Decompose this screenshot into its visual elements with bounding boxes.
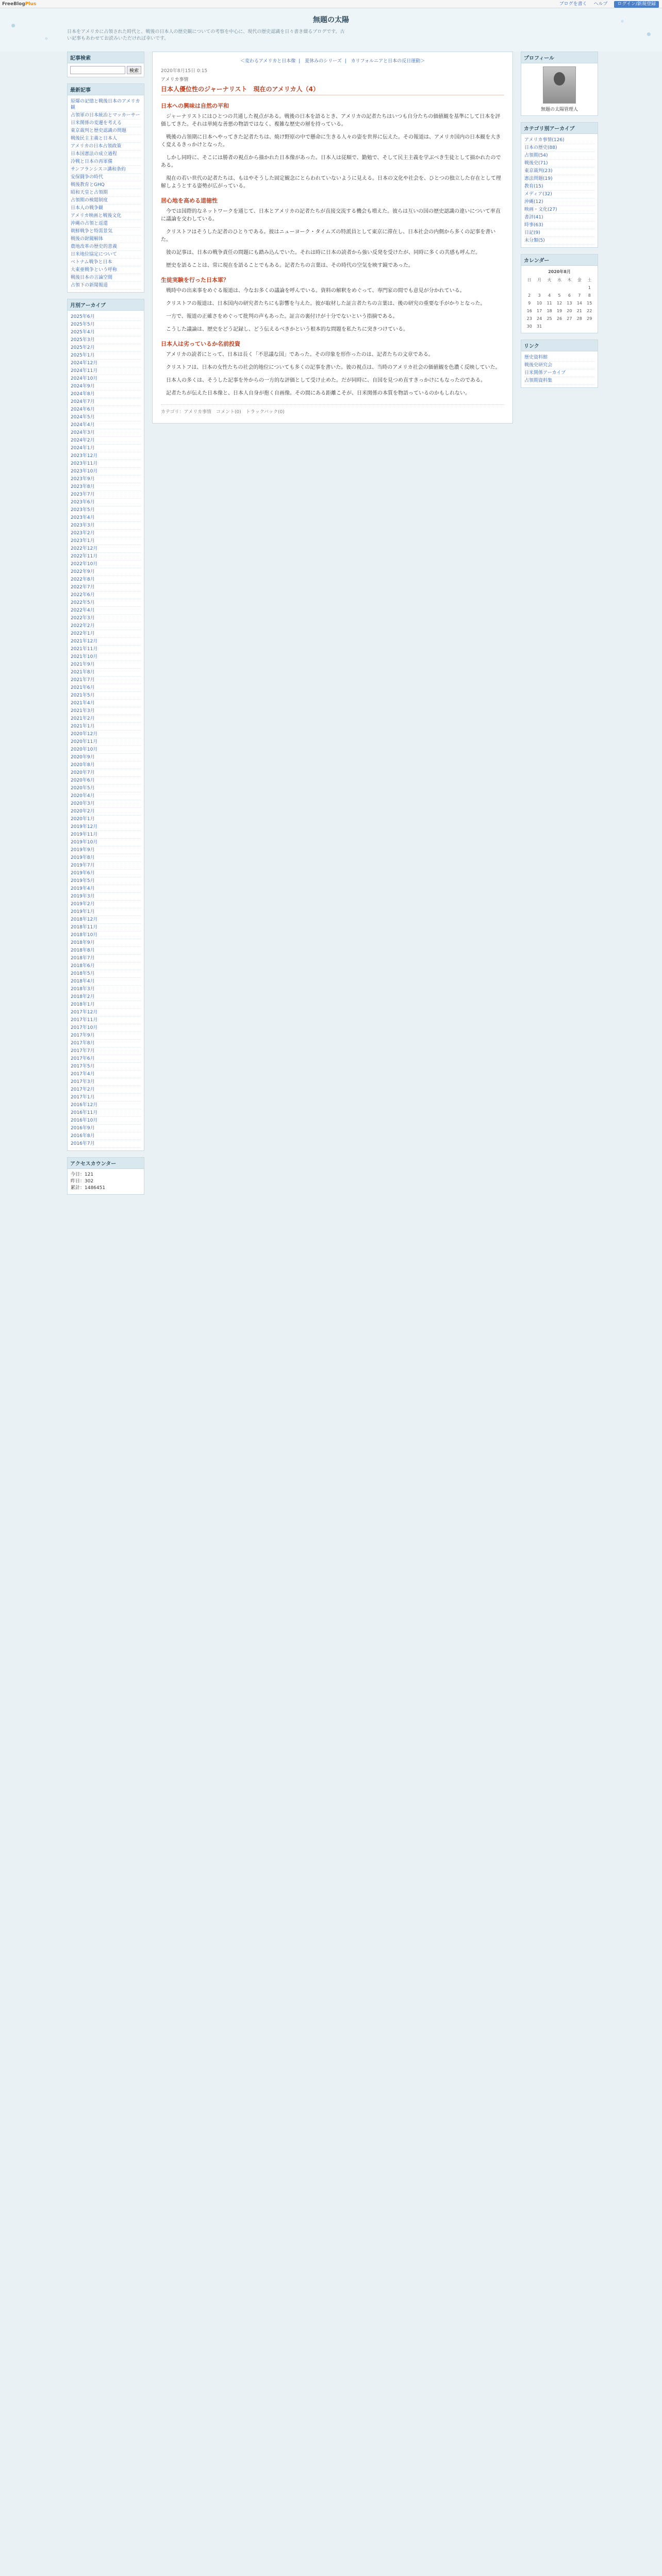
recent-post-link[interactable]: 安保闘争の時代 — [71, 174, 141, 181]
archive-month-link[interactable]: 2017年3月 — [71, 1078, 141, 1086]
archive-month-link[interactable]: 2016年8月 — [71, 1132, 141, 1140]
calendar-day[interactable]: 21 — [576, 309, 582, 313]
main-content — [152, 52, 513, 423]
search-input[interactable] — [70, 66, 125, 74]
archive-month-link[interactable]: 2025年2月 — [71, 344, 141, 352]
calendar-day[interactable] — [544, 323, 554, 330]
recent-post-link[interactable]: 冷戦と日本の再軍備 — [71, 158, 141, 166]
archive-month-link[interactable]: 2018年5月 — [71, 970, 141, 978]
post-date: 2020年8月15日 0:15 — [161, 69, 208, 74]
archive-month-link[interactable]: 2022年8月 — [71, 576, 141, 584]
calendar-weekday: 月 — [537, 278, 542, 282]
access-yesterday: 昨日：302 — [71, 1179, 94, 1184]
archive-month-link[interactable]: 2017年1月 — [71, 1094, 141, 1101]
archive-month-link[interactable]: 2024年1月 — [71, 445, 141, 452]
recent-post-link[interactable]: 日本国憲法の成立過程 — [71, 150, 141, 158]
calendar-day[interactable]: 10 — [537, 301, 542, 306]
archive-month-link[interactable]: 2020年5月 — [71, 785, 141, 792]
archive-month-link[interactable]: 2025年6月 — [71, 313, 141, 321]
archive-month-link[interactable]: 2022年4月 — [71, 607, 141, 615]
archive-month-link[interactable]: 2024年10月 — [71, 375, 141, 383]
archive-month-link[interactable]: 2019年11月 — [71, 831, 141, 839]
archive-month-link[interactable]: 2020年8月 — [71, 761, 141, 769]
archive-month-link[interactable]: 2023年7月 — [71, 491, 141, 499]
post-footer[interactable]: カテゴリ：アメリカ事情 コメント(0) トラックバック(0) — [161, 404, 504, 415]
archive-month-link[interactable]: 2019年12月 — [71, 823, 141, 831]
category-link[interactable]: 沖縄(12) — [524, 198, 594, 206]
archive-month-link[interactable]: 2024年8月 — [71, 391, 141, 398]
archive-month-link[interactable]: 2023年9月 — [71, 476, 141, 483]
recent-post-link[interactable]: 沖縄の占領と返還 — [71, 220, 141, 228]
external-link[interactable]: 戦後史研究会 — [524, 362, 594, 369]
search-box-title: 記事検索 — [68, 52, 144, 63]
category-link[interactable]: 書評(41) — [524, 214, 594, 222]
archive-month-link[interactable]: 2021年5月 — [71, 692, 141, 700]
blog-header — [0, 8, 662, 52]
topbar-links — [554, 0, 659, 8]
access-today: 今日：121 — [71, 1172, 94, 1177]
archive-month-link[interactable]: 2021年3月 — [71, 707, 141, 715]
archive-month-link[interactable]: 2019年2月 — [71, 901, 141, 908]
archive-month-link[interactable]: 2018年11月 — [71, 924, 141, 931]
calendar-day[interactable]: 8 — [588, 293, 591, 298]
archive-month-link[interactable]: 2021年6月 — [71, 684, 141, 692]
archive-month-link[interactable]: 2021年1月 — [71, 723, 141, 731]
category-link[interactable]: 映画・文化(27) — [524, 206, 594, 214]
archive-month-link[interactable]: 2021年11月 — [71, 646, 141, 653]
category-title: カテゴリ別アーカイブ — [521, 123, 598, 134]
links-box — [521, 340, 598, 388]
calendar-weekday: 水 — [557, 278, 561, 282]
archive-month-link[interactable]: 2024年9月 — [71, 383, 141, 391]
recent-post-link[interactable]: 農地改革の歴史的意義 — [71, 243, 141, 251]
archive-month-link[interactable]: 2017年4月 — [71, 1071, 141, 1078]
category-link[interactable]: 占領期(54) — [524, 152, 594, 160]
archive-month-link[interactable]: 2018年7月 — [71, 955, 141, 962]
archive-month-link[interactable]: 2017年9月 — [71, 1032, 141, 1040]
archive-month-link[interactable]: 2017年10月 — [71, 1024, 141, 1032]
calendar-day[interactable] — [565, 323, 574, 330]
category-link[interactable]: メディア(32) — [524, 191, 594, 198]
calendar-day[interactable]: 3 — [538, 293, 541, 298]
archive-month-link[interactable]: 2020年10月 — [71, 746, 141, 754]
calendar-weekday: 木 — [567, 278, 572, 282]
external-link[interactable]: 歴史資料館 — [524, 354, 594, 362]
calendar-day[interactable] — [554, 323, 564, 330]
calendar-day[interactable]: 1 — [588, 285, 591, 290]
post-category[interactable]: アメリカ事情 — [161, 77, 189, 82]
archive-month-link[interactable]: 2018年10月 — [71, 931, 141, 939]
archive-month-link[interactable]: 2018年2月 — [71, 993, 141, 1001]
recent-posts-list — [68, 95, 144, 292]
archive-month-link[interactable]: 2024年7月 — [71, 398, 141, 406]
blog-post — [152, 52, 513, 423]
archive-month-link[interactable]: 2020年4月 — [71, 792, 141, 800]
archive-month-link[interactable]: 2021年9月 — [71, 661, 141, 669]
archive-month-link[interactable]: 2023年10月 — [71, 468, 141, 476]
archive-box — [67, 299, 144, 1151]
calendar-day[interactable]: 16 — [526, 309, 532, 313]
archive-month-link[interactable]: 2023年12月 — [71, 452, 141, 460]
post-paragraph: こうした議論は、歴史をどう記録し、どう伝えるべきかという根本的な問題を私たちに突きつけている。 — [166, 327, 408, 332]
recent-post-link[interactable]: 東京裁判と歴史認識の問題 — [71, 127, 141, 135]
calendar-day[interactable] — [565, 284, 574, 292]
calendar-table — [524, 276, 594, 330]
calendar-day[interactable]: 13 — [567, 301, 572, 306]
recent-post-link[interactable]: 占領軍の日本統治とマッカーサー — [71, 112, 141, 120]
recent-post-link[interactable]: 戦後教育とGHQ — [71, 181, 141, 189]
left-sidebar — [67, 52, 144, 1201]
archive-month-link[interactable]: 2022年7月 — [71, 584, 141, 591]
calendar-day[interactable]: 26 — [556, 316, 562, 321]
help-link[interactable]: ヘルプ — [593, 2, 608, 7]
write-blog-link[interactable]: ブログを書く — [559, 2, 587, 7]
post-paragraph: 歴史を語ることは、常に現在を語ることでもある。記者たちの言葉は、その時代の空気を映す鏡であった。 — [166, 263, 413, 268]
archive-month-link[interactable]: 2021年7月 — [71, 676, 141, 684]
calendar-day[interactable]: 31 — [537, 324, 542, 329]
archive-month-link[interactable]: 2020年1月 — [71, 816, 141, 823]
archive-month-link[interactable]: 2017年12月 — [71, 1009, 141, 1016]
recent-post-link[interactable]: 占領下の新聞報道 — [71, 282, 141, 290]
archive-month-link[interactable]: 2020年2月 — [71, 808, 141, 816]
recent-post-link[interactable]: サンフランシスコ講和条約 — [71, 166, 141, 174]
section-heading: 日本人は劣っているか名前投資 — [161, 341, 240, 347]
calendar-day[interactable]: 19 — [556, 309, 562, 313]
archive-month-link[interactable]: 2019年8月 — [71, 854, 141, 862]
profile-avatar[interactable] — [543, 66, 576, 104]
calendar-day[interactable]: 14 — [576, 301, 582, 306]
archive-month-link[interactable]: 2022年9月 — [71, 568, 141, 576]
calendar-day[interactable]: 22 — [587, 309, 592, 313]
archive-month-link[interactable]: 2017年11月 — [71, 1016, 141, 1024]
archive-month-link[interactable]: 2018年9月 — [71, 939, 141, 947]
archive-month-link[interactable]: 2022年10月 — [71, 561, 141, 568]
archive-month-link[interactable]: 2024年4月 — [71, 421, 141, 429]
archive-month-link[interactable]: 2017年8月 — [71, 1040, 141, 1047]
post-paragraph: 日本人の多くは、そうした記事を外からの一方的な評価として受け止めた。だが同時に、自国を見つめ直すきっかけにもなったのである。 — [166, 378, 486, 383]
archive-month-link[interactable]: 2023年1月 — [71, 537, 141, 545]
post-paragraph: 記者たちが伝えた日本像と、日本人自身が抱く自画像。その間にある距離こそが、日米関係の本質を物語っているのかもしれない。 — [166, 391, 470, 396]
archive-month-link[interactable]: 2024年12月 — [71, 360, 141, 367]
archive-month-link[interactable]: 2023年6月 — [71, 499, 141, 506]
post-paragraph: 戦後の占領期に日本へやってきた記者たちは、焼け野原の中で懸命に生きる人々の姿を世界に伝えた。その報道は、アメリカ国内の日本観を大きく変えるきっかけとなった。 — [161, 134, 501, 148]
archive-month-link[interactable]: 2019年4月 — [71, 885, 141, 893]
post-paragraph: しかし同時に、そこには勝者の視点から描かれた日本像があった。日本人は従順で、勤勉で、そして民主主義を学ぶべき生徒として描かれたのである。 — [161, 155, 501, 168]
profile-title: プロフィール — [521, 52, 598, 63]
archive-month-link[interactable]: 2018年6月 — [71, 962, 141, 970]
archive-month-link[interactable]: 2019年10月 — [71, 839, 141, 846]
post-paragraph: 戦時中の出来事をめぐる報道は、今なお多くの議論を呼んでいる。資料の解釈をめぐって、専門家の間でも意見が分かれている。 — [166, 288, 465, 294]
recent-post-link[interactable]: アメリカ映画と戦後文化 — [71, 212, 141, 220]
external-link[interactable]: 日米関係アーカイブ — [524, 369, 594, 377]
archive-month-link[interactable]: 2022年12月 — [71, 545, 141, 553]
archive-month-link[interactable]: 2023年11月 — [71, 460, 141, 468]
archive-month-link[interactable]: 2018年3月 — [71, 986, 141, 993]
section-heading: 生徒実験を行った日本軍？ — [161, 277, 229, 283]
archive-month-link[interactable]: 2025年4月 — [71, 329, 141, 336]
archive-month-link[interactable]: 2019年5月 — [71, 877, 141, 885]
service-name-accent: Plus — [25, 2, 37, 7]
calendar-day[interactable]: 7 — [578, 293, 581, 298]
archive-month-link[interactable]: 2021年2月 — [71, 715, 141, 723]
post-body — [161, 101, 504, 397]
category-link[interactable]: 未分類(5) — [524, 237, 594, 245]
calendar-day[interactable]: 27 — [567, 316, 572, 321]
post-navigation: ＜変わるアメリカと日本像 | 夏休みのシリーズ | カリフォルニアと日本の反日運動＞ — [240, 59, 425, 64]
archive-month-link[interactable]: 2021年12月 — [71, 638, 141, 646]
next-post-link[interactable]: カリフォルニアと日本の反日運動＞ — [351, 59, 425, 64]
archive-month-link[interactable]: 2019年9月 — [71, 846, 141, 854]
archive-month-link[interactable]: 2022年3月 — [71, 615, 141, 622]
calendar-day[interactable] — [574, 284, 584, 292]
login-button[interactable]: ログイン/新規登録 — [614, 1, 659, 8]
top-bar — [0, 0, 662, 8]
access-counter-box — [67, 1157, 144, 1195]
access-total: 累計：1486451 — [71, 1185, 106, 1191]
archive-month-link[interactable]: 2016年11月 — [71, 1109, 141, 1117]
recent-posts-box — [67, 83, 144, 293]
post-paragraph: クリストフは、日本の女性たちの社会的地位についても多くの記事を書いた。彼の視点は、当時のアメリカ社会の価値観を色濃く反映していた。 — [166, 365, 501, 370]
archive-month-link[interactable]: 2016年10月 — [71, 1117, 141, 1125]
archive-month-link[interactable]: 2022年6月 — [71, 591, 141, 599]
recent-post-link[interactable]: 戦後の財閥解体 — [71, 235, 141, 243]
calendar-day[interactable]: 25 — [547, 316, 552, 321]
archive-month-link[interactable]: 2023年4月 — [71, 514, 141, 522]
blog-description: 日本をアメリカに占領された時代と、戦後の日本人の歴史観についての考察を中心に、現代の歴史認識を日々書き綴るブログです。古い記事もあわせてお読みいただければ幸いです。 — [67, 29, 345, 41]
top-post-link[interactable]: 夏休みのシリーズ — [305, 59, 342, 64]
archive-month-link[interactable]: 2018年8月 — [71, 947, 141, 955]
archive-month-link[interactable]: 2019年3月 — [71, 893, 141, 901]
post-paragraph: 今では国際的なネットワークを通じて、日本とアメリカの記者たちが直接交流する機会も増えた。彼らは互いの国の歴史認識の違いについて率直に議論を交わしている。 — [161, 209, 501, 222]
links-list — [521, 351, 598, 387]
post-paragraph: ジャーナリストにはひとつの共通した視点がある。戦後の日本を語るとき、アメリカの記者たちはいつも自分たちの価値観を基準にして日本を評価してきた。それは単純な善悪の物語ではなく、複雑な歴史の層を持っている。 — [161, 114, 501, 127]
archive-month-link[interactable]: 2021年10月 — [71, 653, 141, 661]
archive-month-link[interactable]: 2020年9月 — [71, 754, 141, 761]
search-button[interactable]: 検索 — [127, 66, 141, 74]
archive-month-link[interactable]: 2022年5月 — [71, 599, 141, 607]
archive-month-link[interactable]: 2017年6月 — [71, 1055, 141, 1063]
archive-month-link[interactable]: 2020年7月 — [71, 769, 141, 777]
external-link[interactable]: 占領期資料集 — [524, 377, 594, 385]
calendar-day[interactable]: 20 — [567, 309, 572, 313]
calendar-day[interactable]: 15 — [587, 301, 592, 306]
archive-month-link[interactable]: 2020年12月 — [71, 731, 141, 738]
archive-title: 月別アーカイブ — [68, 299, 144, 311]
calendar-day[interactable]: 17 — [537, 309, 542, 313]
prev-post-link[interactable]: ＜変わるアメリカと日本像 — [240, 59, 296, 64]
calendar-day[interactable] — [534, 284, 544, 292]
recent-post-link[interactable]: ベトナム戦争と日本 — [71, 259, 141, 266]
archive-month-link[interactable]: 2017年7月 — [71, 1047, 141, 1055]
calendar-day[interactable]: 24 — [537, 316, 542, 321]
archive-list — [68, 311, 144, 1150]
calendar-weekday: 金 — [577, 278, 582, 282]
calendar-day[interactable]: 23 — [526, 316, 532, 321]
archive-month-link[interactable]: 2019年6月 — [71, 870, 141, 877]
category-link[interactable]: 時事(63) — [524, 222, 594, 229]
archive-month-link[interactable]: 2021年4月 — [71, 700, 141, 707]
section-heading: 居心地を高める道徳性 — [161, 197, 218, 204]
archive-month-link[interactable]: 2017年2月 — [71, 1086, 141, 1094]
category-box — [521, 122, 598, 248]
archive-month-link[interactable]: 2018年4月 — [71, 978, 141, 986]
calendar-title: カレンダー — [521, 255, 598, 266]
calendar-day[interactable]: 2 — [528, 293, 531, 298]
calendar-day[interactable] — [574, 323, 584, 330]
calendar-day[interactable]: 30 — [526, 324, 532, 329]
archive-month-link[interactable]: 2025年1月 — [71, 352, 141, 360]
recent-post-link[interactable]: 戦後民主主義と日本人 — [71, 135, 141, 143]
archive-month-link[interactable]: 2023年2月 — [71, 530, 141, 537]
archive-month-link[interactable]: 2024年2月 — [71, 437, 141, 445]
recent-posts-title: 最新記事 — [68, 84, 144, 95]
post-paragraph: 彼の記事は、日本の戦争責任の問題にも踏み込んでいた。それは時に日本の読者から強い反発を受けたが、同時に多くの共感も呼んだ。 — [166, 250, 481, 256]
calendar-day[interactable]: 11 — [547, 301, 552, 306]
archive-month-link[interactable]: 2023年8月 — [71, 483, 141, 491]
category-link[interactable]: 戦後史(71) — [524, 160, 594, 167]
recent-post-link[interactable]: 占領期の検閲制度 — [71, 197, 141, 205]
search-box — [67, 52, 144, 77]
category-link[interactable]: 教育(15) — [524, 183, 594, 191]
archive-month-link[interactable]: 2025年5月 — [71, 321, 141, 329]
calendar-day[interactable] — [585, 323, 594, 330]
archive-month-link[interactable]: 2018年12月 — [71, 916, 141, 924]
profile-name[interactable]: 無題の太陽管理人 — [540, 107, 578, 112]
calendar-day[interactable]: 5 — [558, 293, 561, 298]
recent-post-link[interactable]: 朝鮮戦争と特需景気 — [71, 228, 141, 235]
archive-month-link[interactable]: 2016年7月 — [71, 1140, 141, 1148]
recent-post-link[interactable]: 戦後日本の言論空間 — [71, 274, 141, 282]
service-name: FreeBlog — [2, 2, 25, 7]
archive-month-link[interactable]: 2019年1月 — [71, 908, 141, 916]
recent-post-link[interactable]: 大東亜戦争という呼称 — [71, 266, 141, 274]
post-paragraph: 一方で、報道の正確さをめぐって批判の声もあった。証言の裏付けが十分でないという指摘である。 — [166, 314, 398, 319]
calendar-day[interactable]: 6 — [568, 293, 571, 298]
calendar-day[interactable] — [524, 284, 534, 292]
recent-post-link[interactable]: 原爆の記憶と戦後日本のアメリカ観 — [71, 98, 141, 112]
category-link[interactable]: アメリカ事情(126) — [524, 137, 594, 144]
service-logo[interactable] — [2, 0, 36, 8]
profile-box — [521, 52, 598, 116]
calendar-day[interactable] — [544, 284, 554, 292]
category-link[interactable]: 日本の歴史(88) — [524, 144, 594, 152]
archive-month-link[interactable]: 2020年6月 — [71, 777, 141, 785]
archive-month-link[interactable]: 2024年6月 — [71, 406, 141, 414]
calendar-day[interactable]: 12 — [556, 301, 562, 306]
access-counter-title: アクセスカウンター — [68, 1158, 144, 1169]
archive-month-link[interactable]: 2017年5月 — [71, 1063, 141, 1071]
archive-month-link[interactable]: 2019年7月 — [71, 862, 141, 870]
recent-post-link[interactable]: 日本人の戦争観 — [71, 205, 141, 212]
archive-month-link[interactable]: 2016年12月 — [71, 1101, 141, 1109]
post-paragraph: 現在の若い世代の記者たちは、もはやそうした固定観念にとらわれていないように見える。日本の文化や社会を、ひとつの独立した存在として理解しようとする姿勢が広がっている。 — [161, 176, 501, 189]
post-paragraph: アメリカの読者にとって、日本は長く「不思議な国」であった。その印象を形作ったのは、記者たちの文章である。 — [166, 352, 434, 358]
calendar-day[interactable]: 4 — [548, 293, 551, 298]
calendar-day[interactable]: 29 — [587, 316, 592, 321]
archive-month-link[interactable]: 2023年3月 — [71, 522, 141, 530]
calendar-weekday: 土 — [587, 278, 592, 282]
archive-month-link[interactable]: 2024年3月 — [71, 429, 141, 437]
archive-month-link[interactable]: 2025年3月 — [71, 336, 141, 344]
links-title: リンク — [521, 340, 598, 351]
calendar-day[interactable]: 9 — [528, 301, 531, 306]
category-link[interactable]: 憲法問題(19) — [524, 175, 594, 183]
recent-post-link[interactable]: 日米関係の変遷を考える — [71, 120, 141, 127]
calendar-day[interactable]: 28 — [576, 316, 582, 321]
blog-title[interactable]: 無題の太陽 — [313, 16, 349, 24]
archive-month-link[interactable]: 2021年8月 — [71, 669, 141, 676]
calendar-day[interactable] — [554, 284, 564, 292]
archive-month-link[interactable]: 2020年3月 — [71, 800, 141, 808]
archive-month-link[interactable]: 2018年1月 — [71, 1001, 141, 1009]
category-list — [521, 134, 598, 247]
recent-post-link[interactable]: アメリカの日本占領政策 — [71, 143, 141, 150]
archive-month-link[interactable]: 2023年5月 — [71, 506, 141, 514]
calendar-weekday: 日 — [527, 278, 532, 282]
right-sidebar — [521, 52, 598, 394]
section-heading: 日本への興味は自然の平和 — [161, 103, 229, 109]
post-title[interactable]: 日本人優位性のジャーナリスト 現在のアメリカ人（4） — [161, 84, 504, 95]
calendar-month: 2020年8月 — [548, 269, 571, 274]
calendar-box — [521, 254, 598, 333]
calendar-day[interactable]: 18 — [547, 309, 552, 313]
archive-month-link[interactable]: 2016年9月 — [71, 1125, 141, 1132]
archive-month-link[interactable]: 2020年11月 — [71, 738, 141, 746]
archive-month-link[interactable]: 2024年11月 — [71, 367, 141, 375]
category-link[interactable]: 東京裁判(23) — [524, 167, 594, 175]
post-paragraph: クリストフはそうした記者のひとりである。彼はニューヨーク・タイムズの特派員として東京に滞在し、日本社会の内側から多くの記事を書いた。 — [161, 229, 496, 243]
recent-post-link[interactable]: 昭和天皇と占領期 — [71, 189, 141, 197]
archive-month-link[interactable]: 2024年5月 — [71, 414, 141, 421]
archive-month-link[interactable]: 2022年1月 — [71, 630, 141, 638]
post-paragraph: クリストフの報道は、日本国内の研究者たちにも影響を与えた。彼が取材した証言者たちの言葉は、後の研究の重要な手がかりとなった。 — [166, 301, 486, 307]
category-link[interactable]: 日記(9) — [524, 229, 594, 237]
archive-month-link[interactable]: 2022年11月 — [71, 553, 141, 561]
recent-post-link[interactable]: 日米地位協定について — [71, 251, 141, 259]
calendar-weekday: 火 — [547, 278, 552, 282]
archive-month-link[interactable]: 2022年2月 — [71, 622, 141, 630]
